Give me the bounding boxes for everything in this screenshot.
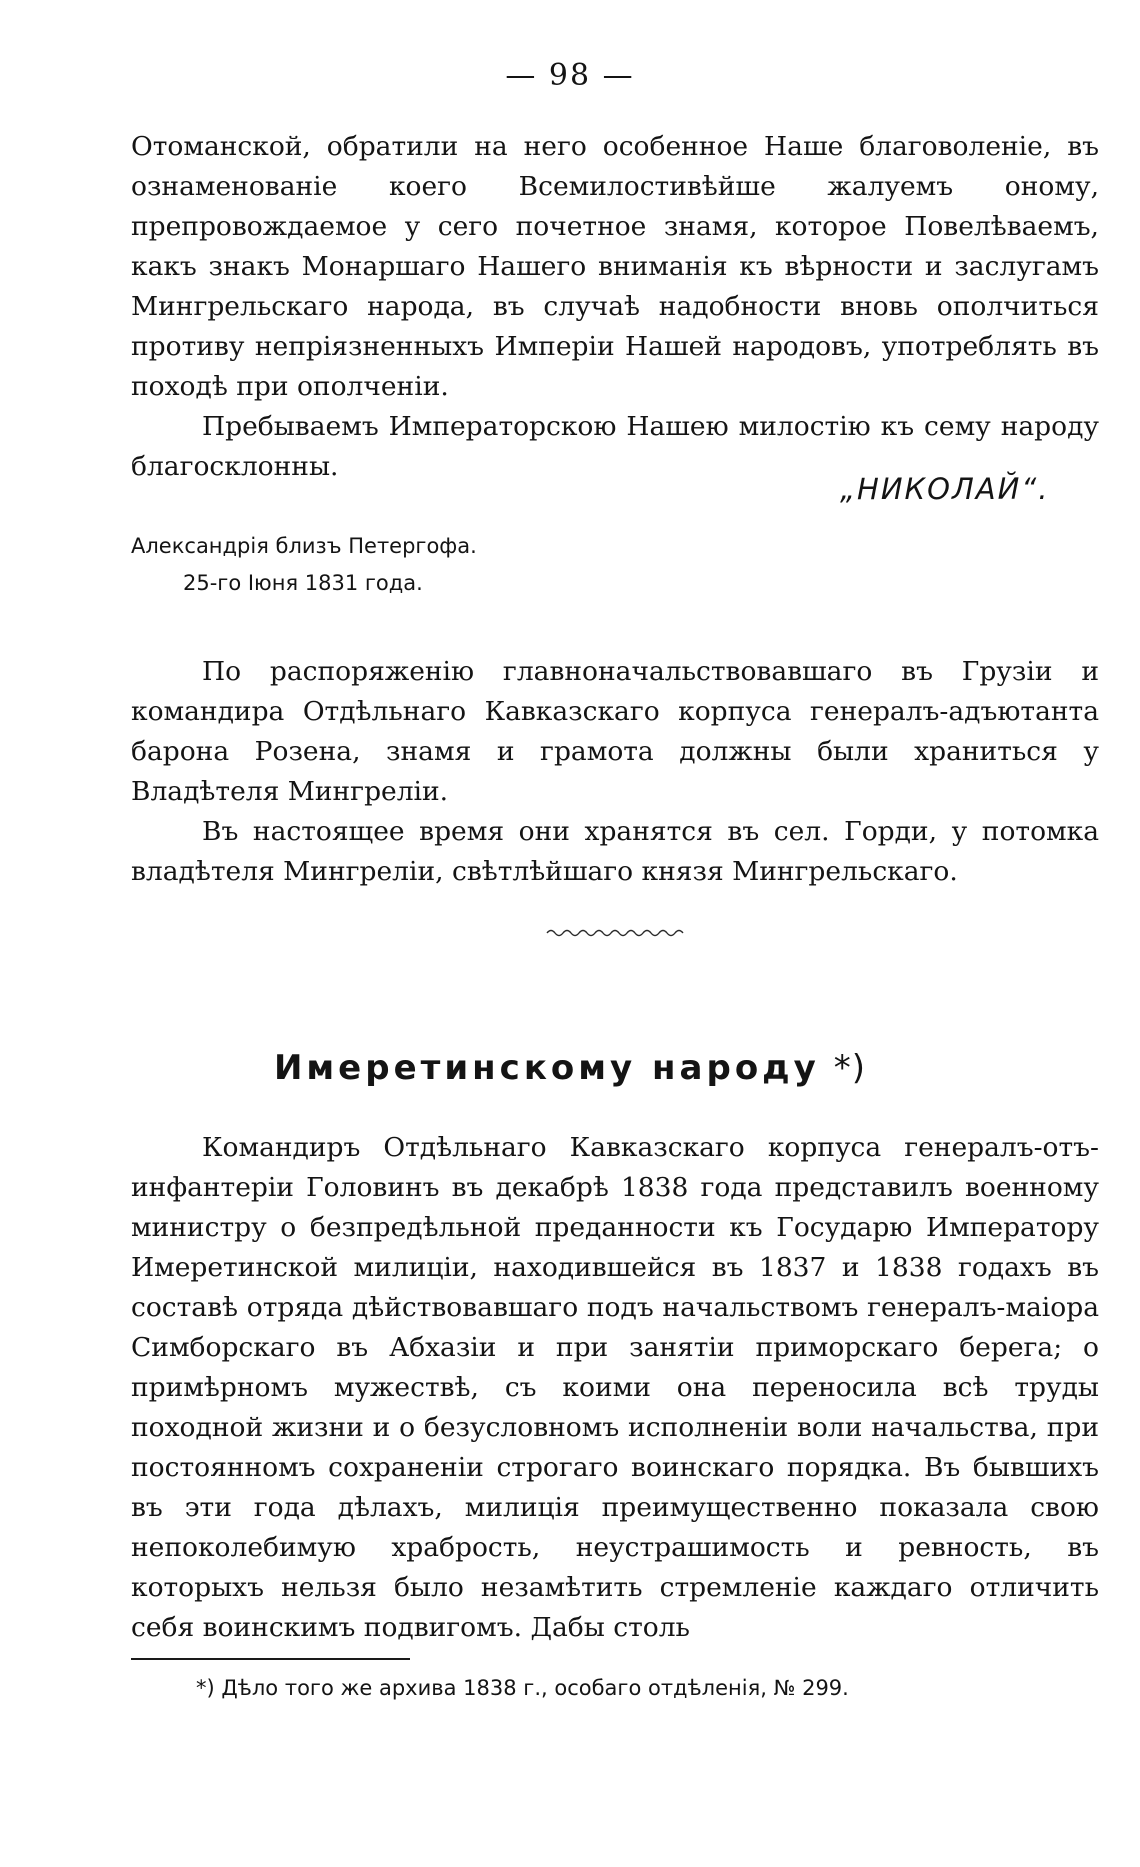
- note-paragraph: По распоряженію главноначальствовавшаго въ Грузіи и командира Отдѣльнаго Кавказскаго корпуса генералъ-адъютанта барона Розена, знамя и грамота должны были храниться у Владѣтеля Мингреліи.: [131, 656, 1099, 807]
- date-line: 25-го Іюня 1831 года.: [183, 571, 423, 595]
- imeretian-paragraph: Командиръ Отдѣльнаго Кавказскаго корпуса генералъ-отъ-инфантеріи Головинъ въ декабрѣ 1838 года представилъ военному министру о безпредѣльной преданности къ Государю Императору Имеретинской милиціи, находившейся въ 1837 и 1838 годахъ въ составѣ отряда дѣйствовавшаго подъ начальствомъ генералъ-маіора Симборскаго въ Абхазіи и при занятіи приморскаго берега; о примѣрномъ мужествѣ, съ коими она переносила всѣ труды походной жизни и о безусловномъ исполненіи воли начальства, при постоянномъ сохраненіи строгаго воинскаго порядка. Въ бывшихъ въ эти года дѣлахъ, милиція преимущественно показала свою непоколебимую храбрость, неустрашимость и ревность, въ которыхъ нельзя было незамѣтить стремленіе каждаго отличить себя воинскимъ подвигомъ. Дабы столь: [131, 1132, 1099, 1643]
- page-number: — 98 —: [505, 58, 635, 93]
- decree-text: [131, 127, 1099, 487]
- heading-footnote-mark: *): [833, 1048, 867, 1088]
- note-text: [131, 652, 1099, 892]
- place-date: [131, 528, 477, 602]
- decree-closing-paragraph: Пребываемъ Императорскою Нашею милостію къ сему народу благосклонны.: [131, 411, 1099, 482]
- wavy-separator-ornament: [545, 926, 685, 940]
- decree-paragraph: Отоманской, обратили на него особенное Наше благоволеніе, въ ознаменованіе коего Всемилостивѣйше жалуемъ оному, препровождаемое у сего почетное знамя, которое Повелѣваемъ, какъ знакъ Монаршаго Нашего вниманія къ вѣрности и заслугамъ Мингрельскаго народа, въ случаѣ надобности вновь ополчиться противу непріязненныхъ Имперіи Нашей народовъ, употреблять въ походѣ при ополченіи.: [131, 131, 1099, 402]
- section-heading: [0, 1048, 1140, 1088]
- footnote: *) Дѣло того же архива 1838 г., особаго отдѣленія, № 299.: [196, 1676, 849, 1700]
- note-paragraph: Въ настоящее время они хранятся въ сел. Горди, у потомка владѣтеля Мингреліи, свѣтлѣйшаго князя Мингрельскаго.: [131, 816, 1099, 887]
- heading-title: Имеретинскому народу: [273, 1048, 820, 1088]
- signature: „НИКОЛАЙ“.: [840, 472, 1050, 506]
- footnote-rule: [131, 1658, 410, 1660]
- imeretian-text: [131, 1128, 1099, 1648]
- place-line: Александрія близъ Петергофа.: [131, 534, 477, 558]
